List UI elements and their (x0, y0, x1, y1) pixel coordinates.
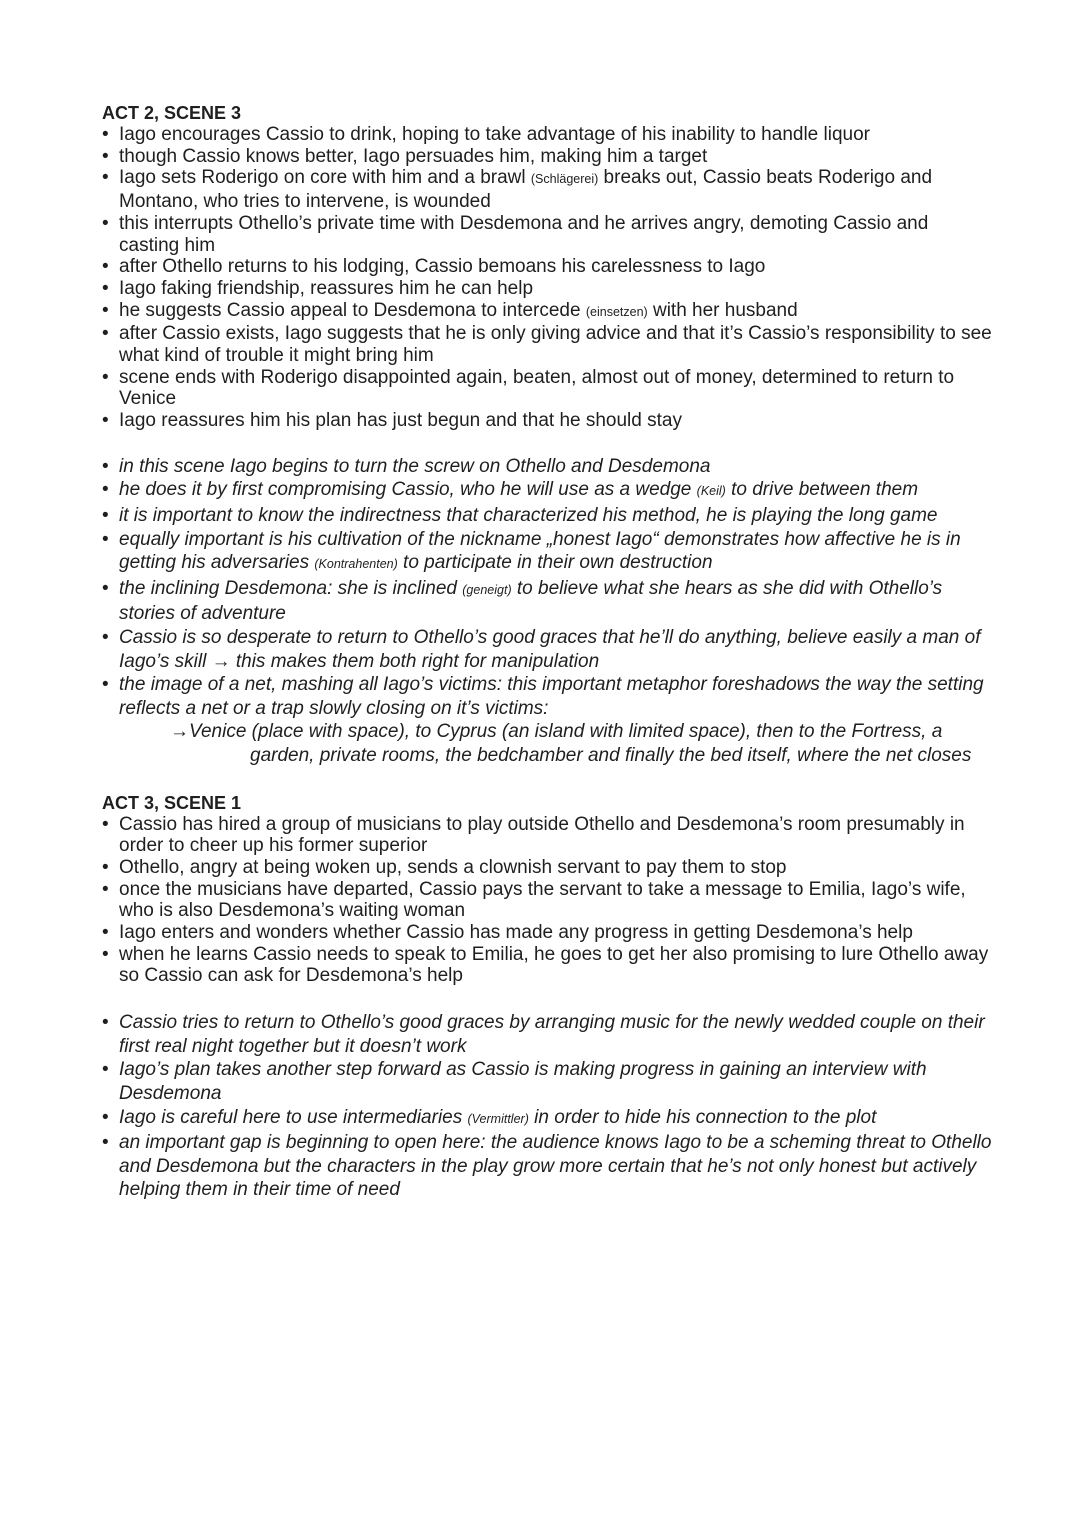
list-item: • when he learns Cassio needs to speak to Emilia, he goes to get her also promising to lure Othello away so Cassio can ask for Desdemona’s help (102, 944, 992, 987)
list-item: • though Cassio knows better, Iago persuades him, making him a target (102, 146, 992, 168)
act2-analysis-list (102, 455, 992, 721)
act3-summary-list (102, 814, 992, 988)
gloss: (einsetzen) (585, 304, 648, 319)
act2-summary-list (102, 124, 992, 432)
list-item: • Cassio is so desperate to return to Othello’s good graces that he’ll do anything, believe easily a man of Iago’s skill → this makes them both right for manipulation (102, 626, 992, 673)
list-item: • the image of a net, mashing all Iago’s victims: this important metaphor foreshadows the way the setting reflects a net or a trap slowly closing on it’s victims: (102, 673, 992, 720)
list-item: • Iago is careful here to use intermediaries (Vermittler) in order to hide his connection to the plot (102, 1106, 992, 1132)
list-item: • it is important to know the indirectness that characterized his method, he is playing the long game (102, 504, 992, 528)
list-item: • he suggests Cassio appeal to Desdemona to intercede (einsetzen) with her husband (102, 300, 992, 324)
list-item: • the inclining Desdemona: she is inclined (geneigt) to believe what she hears as she did with Othello’s stories of adventure (102, 577, 992, 626)
list-item: • he does it by first compromising Cassio, who he will use as a wedge (Keil) to drive between them (102, 478, 992, 504)
gloss: (Keil) (696, 484, 726, 499)
list-item: • after Othello returns to his lodging, Cassio bemoans his carelessness to Iago (102, 256, 992, 278)
list-item: • Iago enters and wonders whether Cassio has made any progress in getting Desdemona’s help (102, 922, 992, 944)
list-item: • Cassio tries to return to Othello’s good graces by arranging music for the newly wedded couple on their first real night together but it doesn’t work (102, 1011, 992, 1058)
gloss: (Schlägerei) (530, 172, 599, 187)
gloss: (geneigt) (462, 582, 512, 597)
list-item: • Othello, angry at being woken up, sends a clownish servant to pay them to stop (102, 857, 992, 879)
act3-scene1-heading: ACT 3, SCENE 1 (102, 792, 242, 813)
notes-page (102, 102, 992, 1202)
list-item: • once the musicians have departed, Cassio pays the servant to take a message to Emilia, Iago’s wife, who is also Desdemona’s waiting woman (102, 879, 992, 922)
list-item: • equally important is his cultivation of the nickname „honest Iago“ demonstrates how affective he is in getting his adversaries (Kontrahenten) to participate in their own destruction (102, 528, 992, 577)
sub-point-continuation: garden, private rooms, the bedchamber and finally the bed itself, where the net closes (250, 744, 972, 766)
list-item: • Cassio has hired a group of musicians to play outside Othello and Desdemona’s room presumably in order to cheer up his former superior (102, 814, 992, 857)
list-item: • in this scene Iago begins to turn the screw on Othello and Desdemona (102, 455, 992, 479)
list-item: • an important gap is beginning to open here: the audience knows Iago to be a scheming threat to Othello and Desdemona but the characters in the play grow more certain that he’s not only honest but actively helping them in their time of need (102, 1131, 992, 1202)
gloss: (Kontrahenten) (314, 557, 398, 572)
list-item: • Iago sets Roderigo on core with him and a brawl (Schlägerei) breaks out, Cassio beats Roderigo and Montano, who tries to intervene, is wounded (102, 167, 992, 212)
list-item: • Iago encourages Cassio to drink, hoping to take advantage of his inability to handle liquor (102, 124, 992, 146)
list-item: • Iago reassures him his plan has just begun and that he should stay (102, 410, 992, 432)
act2-scene3-heading: ACT 2, SCENE 3 (102, 103, 242, 123)
list-item: • after Cassio exists, Iago suggests that he is only giving advice and that it’s Cassio’s responsibility to see what kind of trouble it might bring him (102, 323, 992, 366)
list-item: • Iago’s plan takes another step forward as Cassio is making progress in gaining an interview with Desdemona (102, 1058, 992, 1105)
list-item: • scene ends with Roderigo disappointed again, beaten, almost out of money, determined to return to Venice (102, 367, 992, 410)
sub-point-first-line: →Venice (place with space), to Cyprus (an island with limited space), then to the Fortress, a (170, 721, 943, 743)
gloss: (Vermittler) (467, 1111, 529, 1126)
list-item: • Iago faking friendship, reassures him he can help (102, 278, 992, 300)
sub-point (102, 720, 992, 767)
act3-analysis-list (102, 1011, 992, 1202)
list-item: • this interrupts Othello’s private time with Desdemona and he arrives angry, demoting Cassio and casting him (102, 213, 992, 256)
